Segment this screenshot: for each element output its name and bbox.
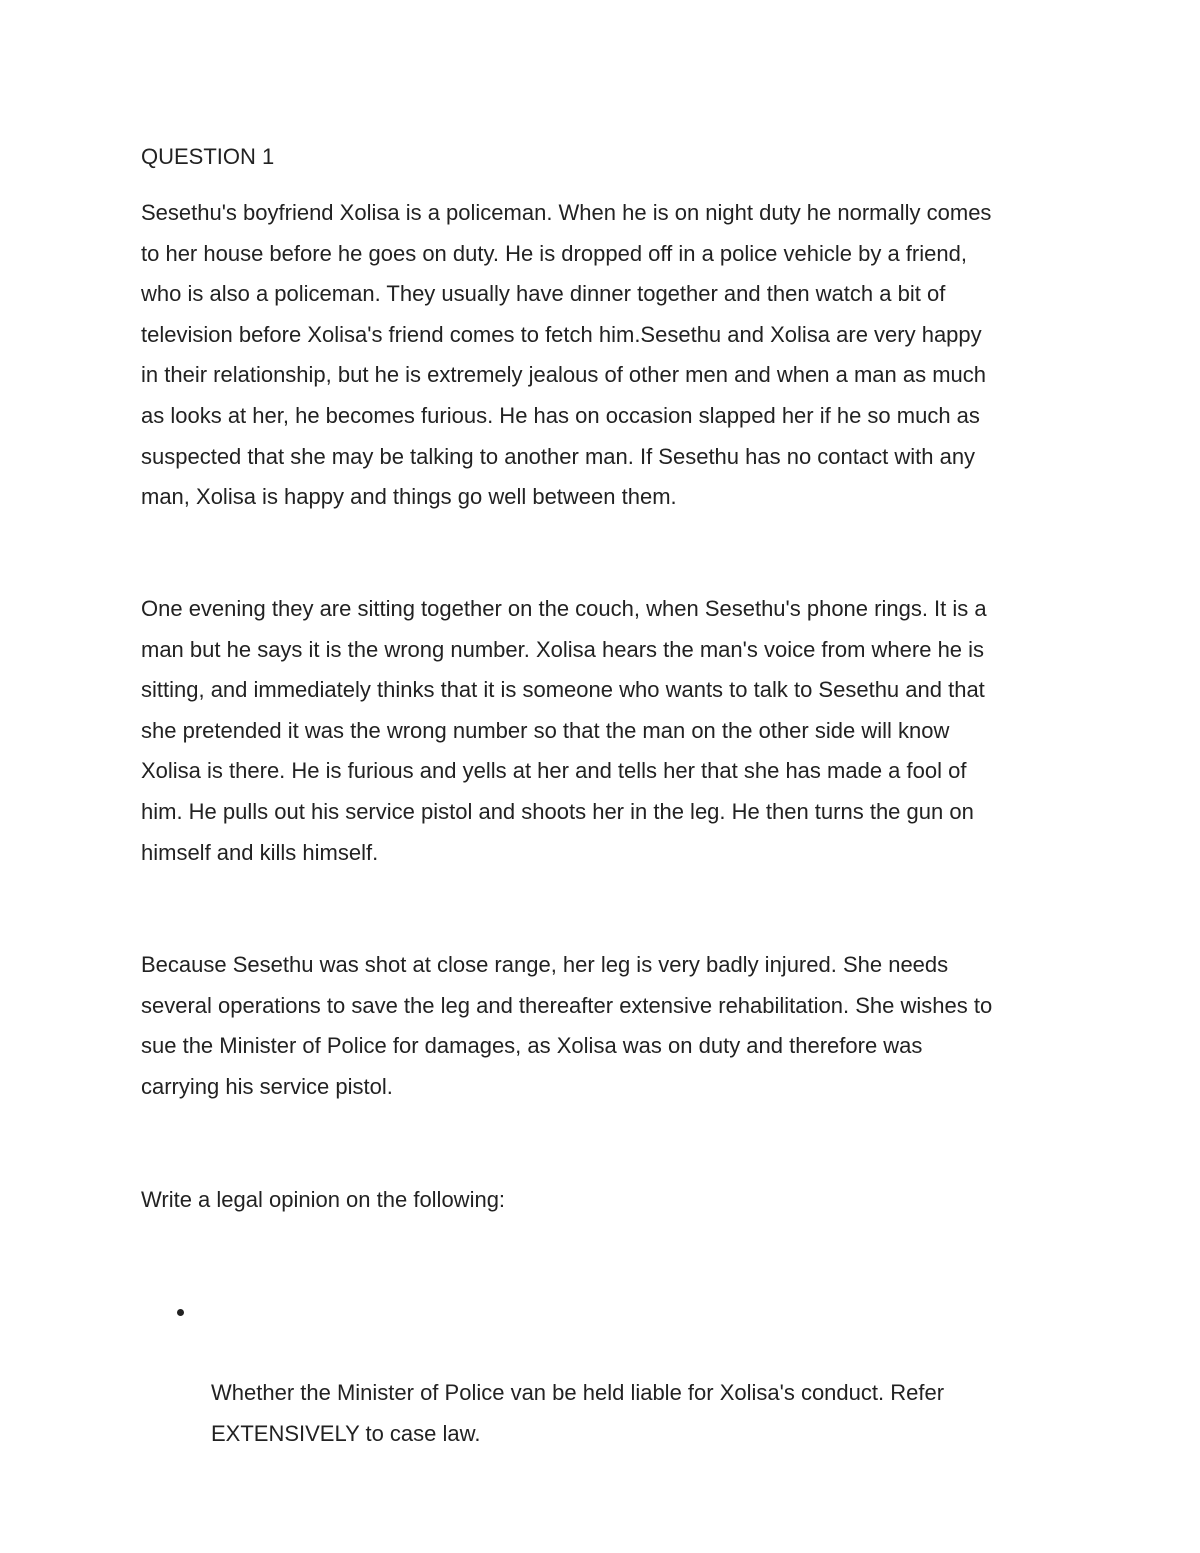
paragraph-incident: One evening they are sitting together on the couch, when Sesethu's phone rings. It is a man but he says it is the wrong number. Xolisa hears the man's voice from where he is sitting, and immediately thinks that it is someone who wants to talk to Sesethu and that she pretended it was the wrong number so that the man on the other side will know Xolisa is there. He is furious and yells at her and tells her that she has made a fool of him. He pulls out his service pistol and shoots her in the leg. He then turns the gun on himself and kills himself. <box>141 596 987 865</box>
task-list <box>141 1292 1071 1454</box>
list-item <box>141 1292 1071 1454</box>
paragraph-background: Sesethu's boyfriend Xolisa is a policeman. When he is on night duty he normally comes to her house before he goes on duty. He is dropped off in a police vehicle by a friend, who is also a policeman. They usually have dinner together and then watch a bit of television before Xolisa's friend comes to fetch him.Sesethu and Xolisa are very happy in their relationship, but he is extremely jealous of other men and when a man as much as looks at her, he becomes furious. He has on occasion slapped her if he so much as suspected that she may be talking to another man. If Sesethu has no contact with any man, Xolisa is happy and things go well between them. <box>141 200 992 510</box>
question-title: QUESTION 1 <box>141 144 275 169</box>
bullet-icon <box>177 1309 184 1316</box>
instruction-text: Write a legal opinion on the following: <box>141 1187 506 1212</box>
list-item-text: Whether the Minister of Police van be held liable for Xolisa's conduct. Refer EXTENSIVELY to case law. <box>211 1380 945 1446</box>
paragraph-injury: Because Sesethu was shot at close range, her leg is very badly injured. She needs several operations to save the leg and thereafter extensive rehabilitation. She wishes to sue the Minister of Police for damages, as Xolisa was on duty and therefore was carrying his service pistol. <box>141 952 993 1099</box>
